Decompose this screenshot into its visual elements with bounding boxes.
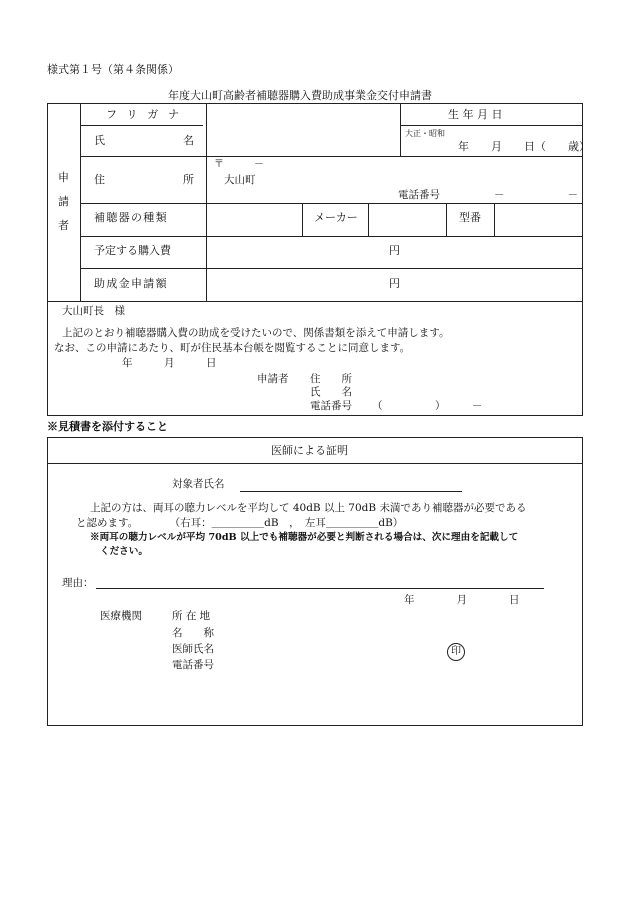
form-number: 様式第１号（第４条関係） — [47, 63, 179, 76]
device-type-label: 補聴器の種類 — [94, 211, 168, 224]
cert-note-line-1: ※両耳の聴力レベルが平均 70dB 以上でも補聴器が必要と判断される場合は、次に理由を記載して — [90, 532, 519, 543]
applicant-name-field[interactable] — [207, 126, 399, 156]
applicant-side-char-2: 請 — [58, 195, 69, 208]
form-title: 年度大山町高齢者補聴器購入費助成事業金交付申請書 — [168, 89, 432, 102]
cert-date[interactable]: 年 月 日 — [404, 594, 520, 606]
declaration-name-label: 氏 名 — [310, 386, 352, 398]
institution-label: 医療機関 — [100, 610, 142, 622]
cert-body-line-2[interactable]: と認めます。 （右耳：＿＿＿＿＿dB ， 左耳＿＿＿＿＿dB） — [76, 517, 404, 529]
declaration-phone-field[interactable]: （ ） － — [372, 400, 483, 412]
cert-body-line-1: 上記の方は、両耳の聴力レベルを平均して 40dB 以上 70dB 未満であり補聴器が必要である — [90, 502, 527, 514]
subsidy-label: 助成金申請額 — [94, 277, 168, 290]
declaration-date[interactable]: 年 月 日 — [122, 357, 217, 369]
subsidy-yen[interactable]: 円 — [389, 277, 400, 290]
address-label: 住 所 — [94, 173, 194, 186]
doctor-name-label: 医師氏名 — [172, 643, 214, 655]
doctor-cert-title: 医師による証明 — [271, 444, 348, 457]
institution-name-label: 名 称 — [172, 627, 214, 639]
declaration-line-2: なお、この申請にあたり、町が住民基本台帳を閲覧することに同意します。 — [54, 342, 411, 354]
reason-line[interactable] — [96, 588, 544, 589]
address-phone-field[interactable]: － － — [494, 189, 578, 201]
subject-name-line[interactable] — [240, 491, 462, 492]
planned-cost-yen[interactable]: 円 — [389, 244, 400, 257]
name-label: 氏 名 — [94, 134, 194, 147]
maker-label: メーカー — [314, 211, 358, 224]
maker-field[interactable] — [369, 204, 445, 235]
model-field[interactable] — [495, 204, 581, 235]
model-label: 型番 — [459, 211, 481, 224]
location-label: 所 在 地 — [172, 610, 211, 622]
birthdate-label: 生 年 月 日 — [448, 108, 503, 121]
applicant-side-char-3: 者 — [58, 219, 69, 232]
furigana-field[interactable] — [207, 104, 399, 125]
seal-mark[interactable]: 印 — [447, 643, 465, 661]
subject-name-label: 対象者氏名 — [172, 478, 225, 490]
furigana-label: フリガナ — [106, 108, 190, 121]
reason-label: 理由： — [62, 577, 94, 589]
device-type-field[interactable] — [207, 204, 301, 235]
postal-mark[interactable]: 〒 － — [214, 159, 264, 170]
declaration-address-label: 住 所 — [310, 373, 352, 385]
declaration-phone-label: 電話番号 — [310, 400, 352, 412]
declaration-applicant-label: 申請者 — [257, 373, 289, 385]
planned-cost-label: 予定する購入費 — [94, 244, 171, 257]
applicant-side-char-1: 申 — [58, 171, 69, 184]
birthdate-value[interactable]: 年 月 日（ 歳） — [458, 140, 590, 153]
era-text: 大正・昭和 — [405, 129, 445, 138]
town-name: 大山町 — [224, 174, 256, 186]
address-phone-label: 電話番号 — [398, 189, 440, 201]
cert-phone-label: 電話番号 — [172, 659, 214, 671]
declaration-line-1: 上記のとおり補聴器購入費の助成を受けたいので、関係書類を添えて申請します。 — [62, 327, 450, 339]
cert-note-line-2: ください。 — [100, 546, 148, 557]
addressee: 大山町長 様 — [62, 305, 125, 317]
estimate-note: ※見積書を添付すること — [47, 420, 168, 433]
